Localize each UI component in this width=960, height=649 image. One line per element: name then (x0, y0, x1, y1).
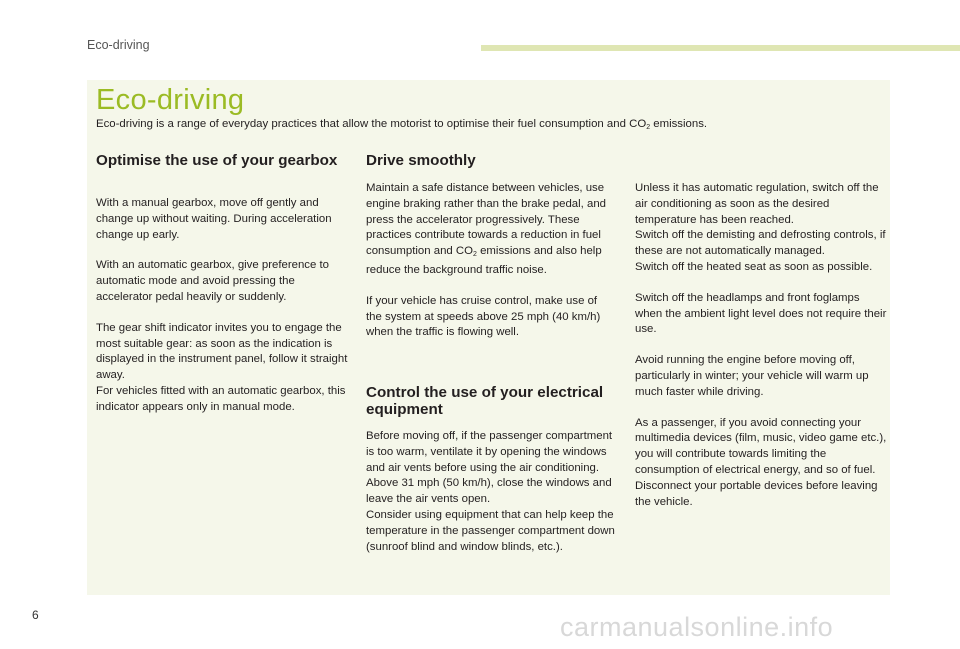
gearbox-text (96, 196, 351, 416)
gearbox-paragraph: The gear shift indicator invites you to engage the most suitable gear: as soon as the indication is displayed in the instrument panel, follow it straight away. For vehicles fitted with an automatic gearbox, this indicator appears only in manual mode. (96, 321, 348, 413)
section-header-label: Eco-driving (87, 38, 150, 52)
drive-smoothly-text (366, 181, 616, 341)
electrical-heading: Control the use of your electrical equipment (366, 384, 604, 418)
right-paragraph: Switch off the headlamps and front foglamps when the ambient light level does not require their use. (635, 291, 887, 336)
drive-paragraph: If your vehicle has cruise control, make use of the system at speeds above 25 mph (40 km/h) when the traffic is flowing well. (366, 294, 601, 339)
right-paragraph: As a passenger, if you avoid connecting your multimedia devices (film, music, video game etc.), you will contribute towards limiting the consumption of electrical energy, and so of fuel. Disconnect your portable devices before leaving the vehicle. (635, 416, 887, 508)
page-number: 6 (32, 608, 39, 622)
right-paragraph: Unless it has automatic regulation, switch off the air conditioning as soon as the desired temperature has been reached. Switch off the demisting and defrosting controls, if these are not automatically managed. Switch off the heated seat as soon as possible. (635, 182, 886, 273)
electrical-paragraph: Before moving off, if the passenger compartment is too warm, ventilate it by opening the windows and air vents before using the air conditioning. Above 31 mph (50 km/h), close the windows and leave the air vents open. Consider using equipment that can help keep the temperature in the passenger compartment down (sunroof blind and window blinds, etc.). (366, 430, 615, 553)
right-paragraph: Avoid running the engine before moving off, particularly in winter; your vehicle will warm up much faster while driving. (635, 354, 869, 398)
electrical-text (366, 429, 616, 555)
drive-paragraph: Maintain a safe distance between vehicles, use engine braking rather than the brake pedal, and press the accelerator progressively. These practices contribute towards a reduction in fuel consumption and $CO_2$ emissions and also help reduce the background traffic noise. (366, 182, 607, 276)
intro-text: Eco-driving is a range of everyday practices that allow the motorist to optimise their fuel consumption and $CO_2$ emissions. (96, 118, 708, 131)
gearbox-paragraph: With an automatic gearbox, give preference to automatic mode and avoid pressing the accelerator pedal heavily or suddenly. (96, 259, 330, 303)
gearbox-heading: Optimise the use of your gearbox (96, 152, 338, 169)
page-title: Eco-driving (96, 84, 245, 116)
header-accent-bar (481, 45, 960, 51)
gearbox-paragraph: With a manual gearbox, move off gently and change up without waiting. During acceleration change up early. (96, 197, 332, 241)
drive-smoothly-heading: Drive smoothly (366, 152, 476, 169)
watermark: carmanualsonline.info (560, 612, 834, 642)
right-column-text (635, 181, 887, 510)
